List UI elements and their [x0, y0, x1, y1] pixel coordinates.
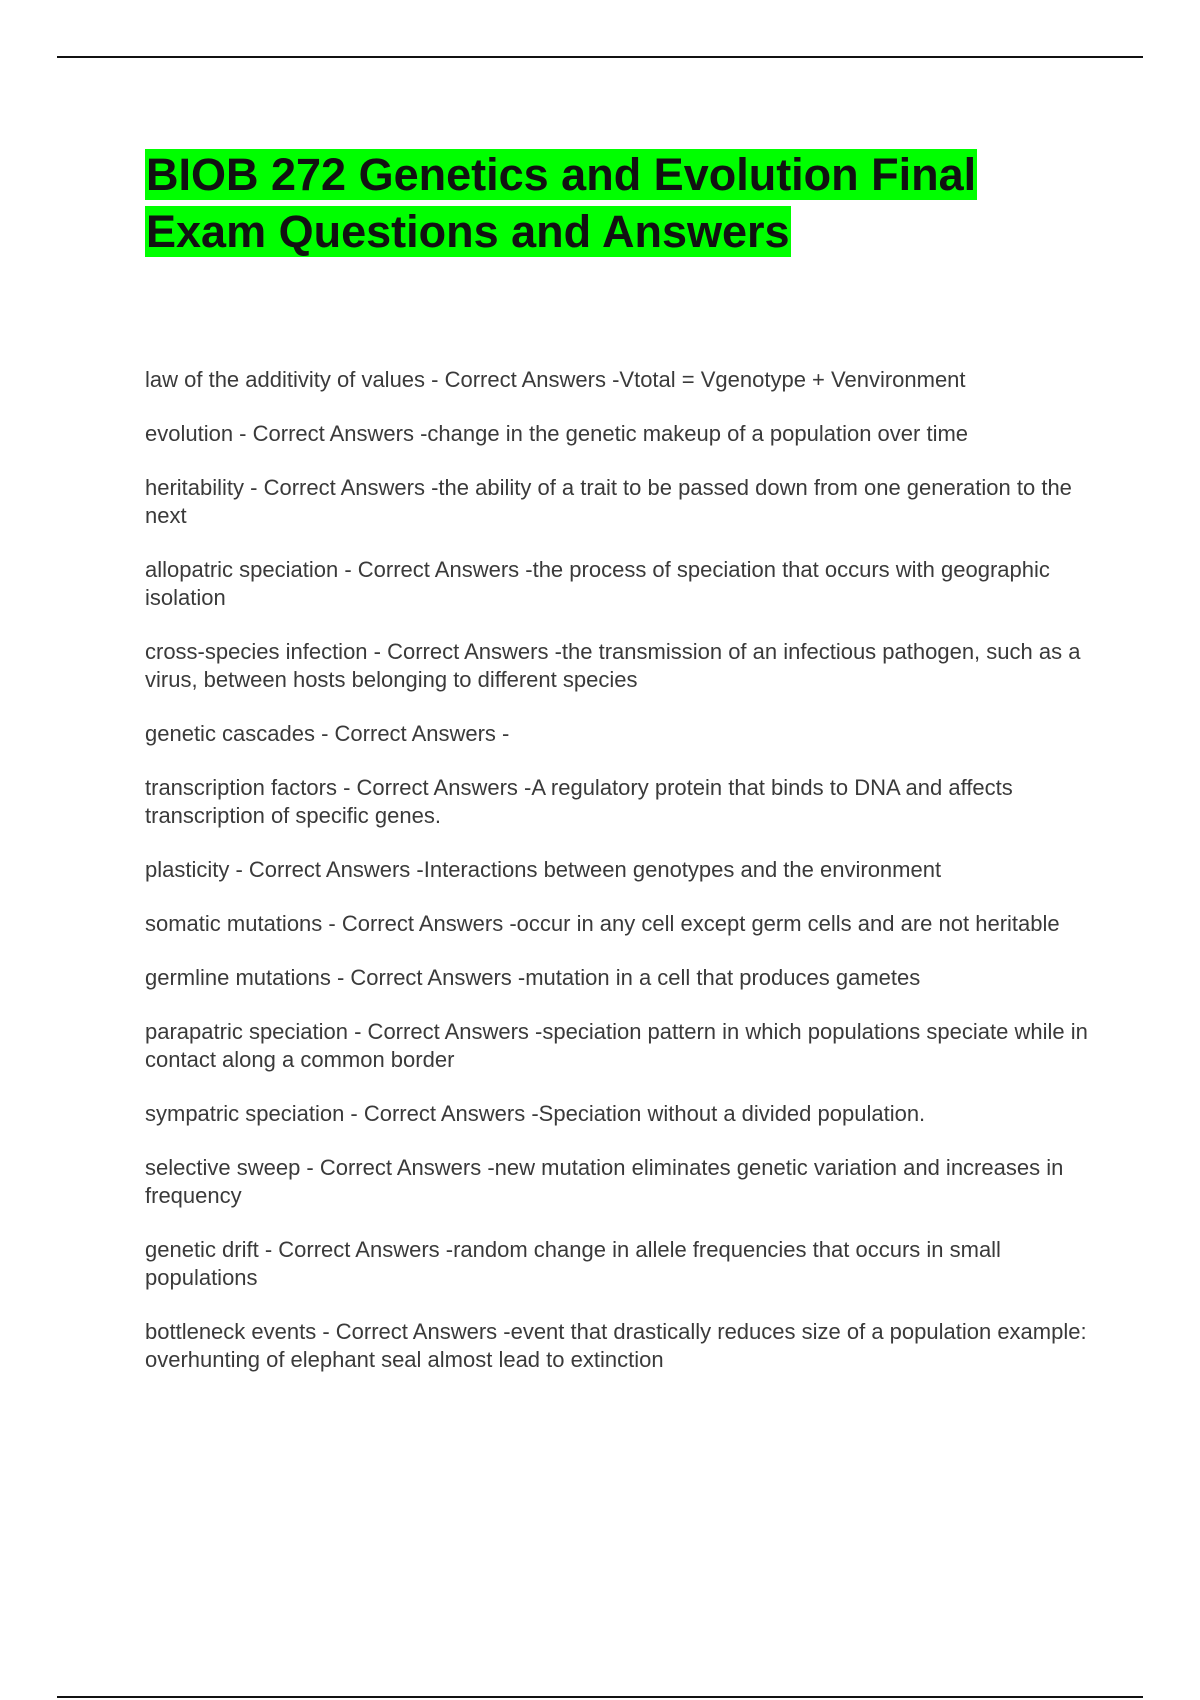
qa-entry: parapatric speciation - Correct Answers -speciation pattern in which populations speciate while in contact along a common border [145, 1019, 1088, 1072]
footer-rule [57, 1696, 1143, 1698]
qa-entry: evolution - Correct Answers -change in the genetic makeup of a population over time [145, 421, 969, 446]
header-rule [57, 56, 1143, 58]
qa-entry: sympatric speciation - Correct Answers -Speciation without a divided population. [145, 1101, 926, 1126]
qa-entry: genetic cascades - Correct Answers - [145, 721, 510, 746]
document-title-text: BIOB 272 Genetics and Evolution Final Exam Questions and Answers [146, 149, 977, 257]
qa-entry: cross-species infection - Correct Answers -the transmission of an infectious pathogen, such as a virus, between hosts belonging to different species [145, 639, 1081, 692]
qa-list [145, 366, 1095, 1400]
qa-entry: law of the additivity of values - Correct Answers -Vtotal = Vgenotype + Venvironment [145, 367, 966, 392]
qa-entry: bottleneck events - Correct Answers -event that drastically reduces size of a population example: overhunting of elephant seal almost lead to extinction [145, 1319, 1087, 1372]
document-title [145, 146, 1075, 260]
title-block [145, 146, 1075, 260]
qa-entry: germline mutations - Correct Answers -mutation in a cell that produces gametes [145, 965, 921, 990]
qa-entry: transcription factors - Correct Answers -A regulatory protein that binds to DNA and affects transcription of specific genes. [145, 775, 1013, 828]
qa-entry: plasticity - Correct Answers -Interactions between genotypes and the environment [145, 857, 942, 882]
qa-entry: selective sweep - Correct Answers -new mutation eliminates genetic variation and increases in frequency [145, 1155, 1064, 1208]
qa-entry: heritability - Correct Answers -the ability of a trait to be passed down from one generation to the next [145, 475, 1072, 528]
qa-entry: somatic mutations - Correct Answers -occur in any cell except germ cells and are not heritable [145, 911, 1060, 936]
qa-entry: allopatric speciation - Correct Answers -the process of speciation that occurs with geographic isolation [145, 557, 1050, 610]
qa-entry: genetic drift - Correct Answers -random change in allele frequencies that occurs in small populations [145, 1237, 1001, 1290]
